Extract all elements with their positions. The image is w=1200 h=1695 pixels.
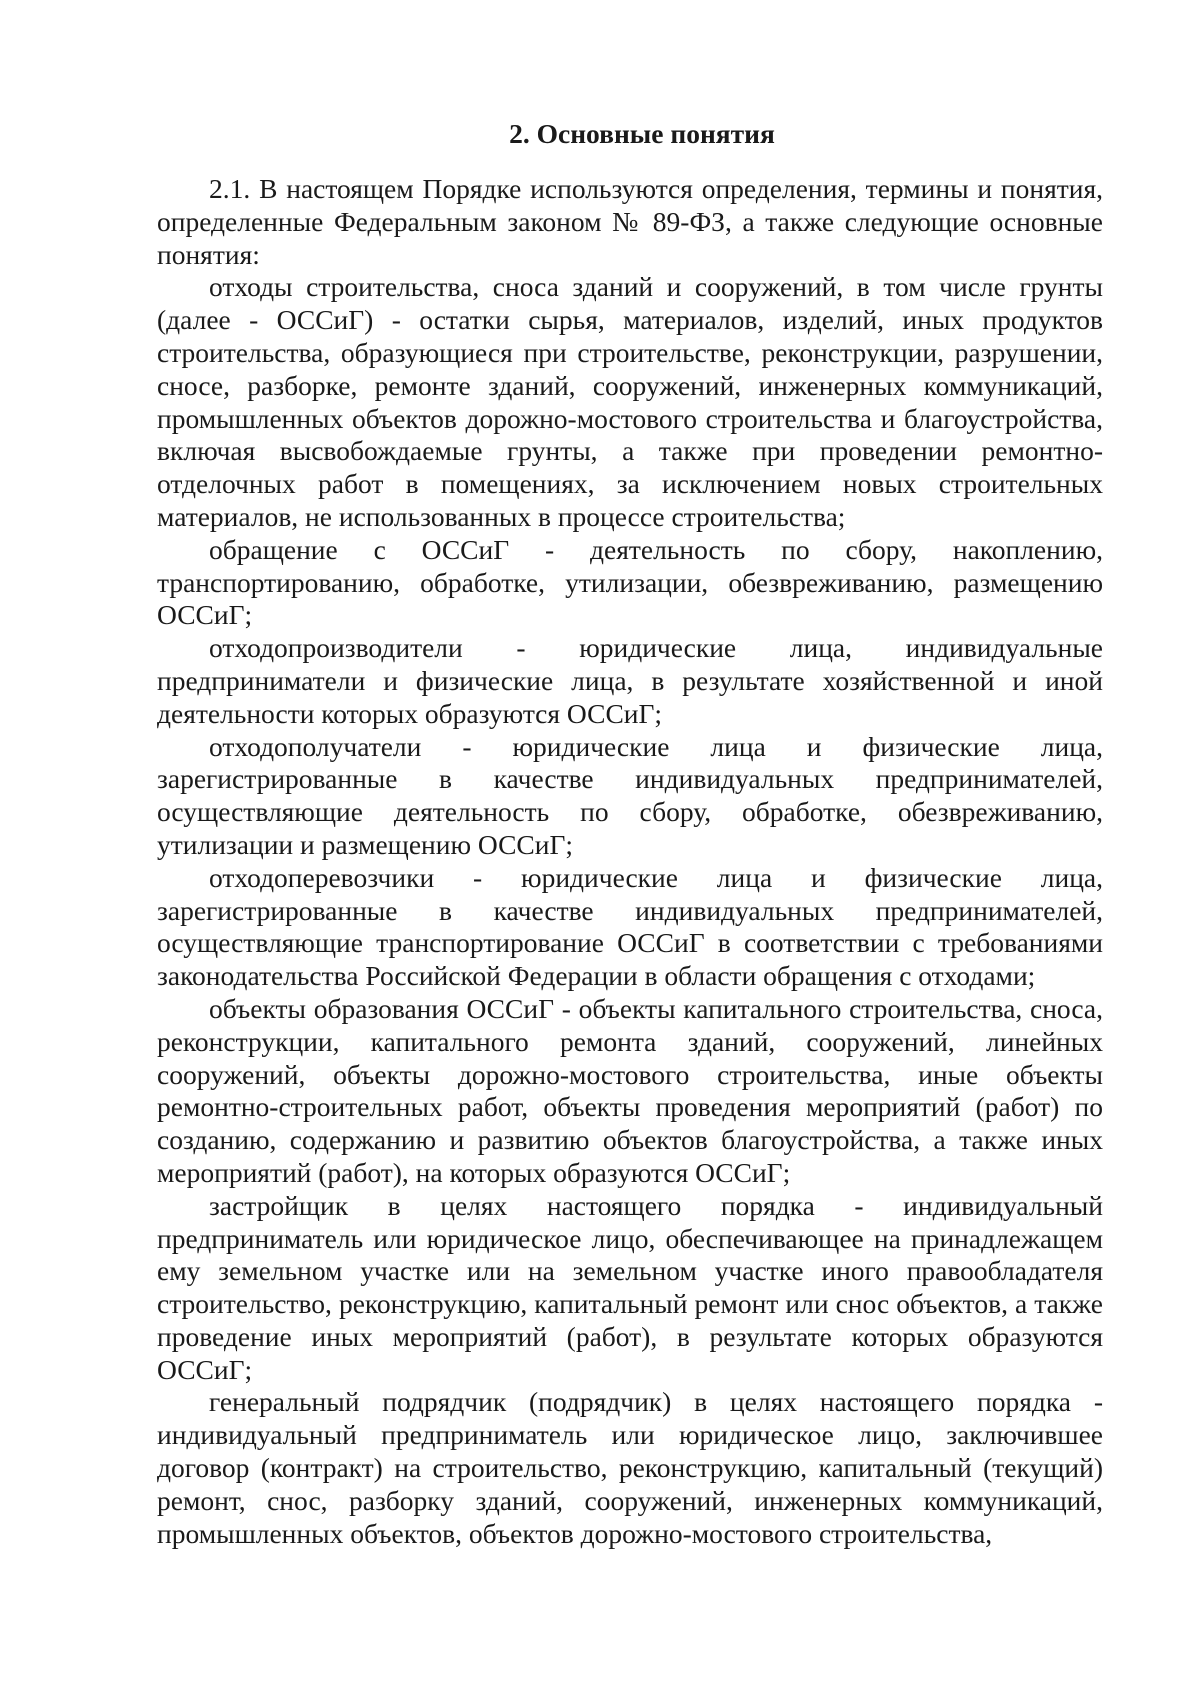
definition-general-contractor: генеральный подрядчик (подрядчик) в целях настоящего порядка - индивидуальный предприниматель или юридическое лицо, заключившее договор (контракт) на строительство, реконструкцию, капитальный (текущий) ремонт, снос, разборку зданий, сооружений, инженерных коммуникаций, промышленных объектов, объектов дорожно-мостового строительства, <box>157 1386 1103 1549</box>
section-title: 2. Основные понятия <box>509 118 775 149</box>
paragraph-intro: 2.1. В настоящем Порядке используются определения, термины и понятия, определенные Федеральным законом № 89-ФЗ, а также следующие основные понятия: <box>157 173 1103 270</box>
definition-formation-objects: объекты образования ОССиГ - объекты капитального строительства, сноса, реконструкции, капитального ремонта зданий, сооружений, линейных сооружений, объекты дорожно-мостового строительства, иные объекты ремонтно-строительных работ, объекты проведения мероприятий (работ) по созданию, содержанию и развитию объектов благоустройства, а также иных мероприятий (работ), на которых образуются ОССиГ; <box>157 992 1103 1188</box>
definition-handling: обращение с ОССиГ - деятельность по сбору, накоплению, транспортированию, обработке, утилизации, обезвреживанию, размещению ОССиГ; <box>157 533 1103 631</box>
definition-waste-producers: отходопроизводители - юридические лица, индивидуальные предприниматели и физические лица, в результате хозяйственной и иной деятельности которых образуются ОССиГ; <box>157 632 1103 729</box>
definition-ossig: отходы строительства, сноса зданий и сооружений, в том числе грунты (далее - ОССиГ) - остатки сырья, материалов, изделий, иных продуктов строительства, образующиеся при строительстве, реконструкции, разрушении, сносе, разборке, ремонте зданий, сооружений, инженерных коммуникаций, промышленных объектов дорожно-мостового строительства и благоустройства, включая высвобождаемые грунты, а также при проведении ремонтно-отделочных работ в помещениях, за исключением новых строительных материалов, не использованных в процессе строительства; <box>157 271 1103 532</box>
definition-waste-receivers: отходополучатели - юридические лица и физические лица, зарегистрированные в качестве индивидуальных предпринимателей, осуществляющие деятельность по сбору, обработке, обезвреживанию, утилизации и размещению ОССиГ; <box>157 730 1103 860</box>
definition-waste-carriers: отходоперевозчики - юридические лица и физические лица, зарегистрированные в качестве индивидуальных предпринимателей, осуществляющие транспортирование ОССиГ в соответствии с требованиями законодательства Российской Федерации в области обращения с отходами; <box>157 861 1103 992</box>
document-body <box>157 118 1103 1550</box>
definition-developer: застройщик в целях настоящего порядка - индивидуальный предприниматель или юридическое лицо, обеспечивающее на принадлежащем ему земельном участке или на земельном участке иного правообладателя строительство, реконструкцию, капитальный ремонт или снос объектов, а также проведение иных мероприятий (работ), в результате которых образуются ОССиГ; <box>157 1189 1103 1385</box>
